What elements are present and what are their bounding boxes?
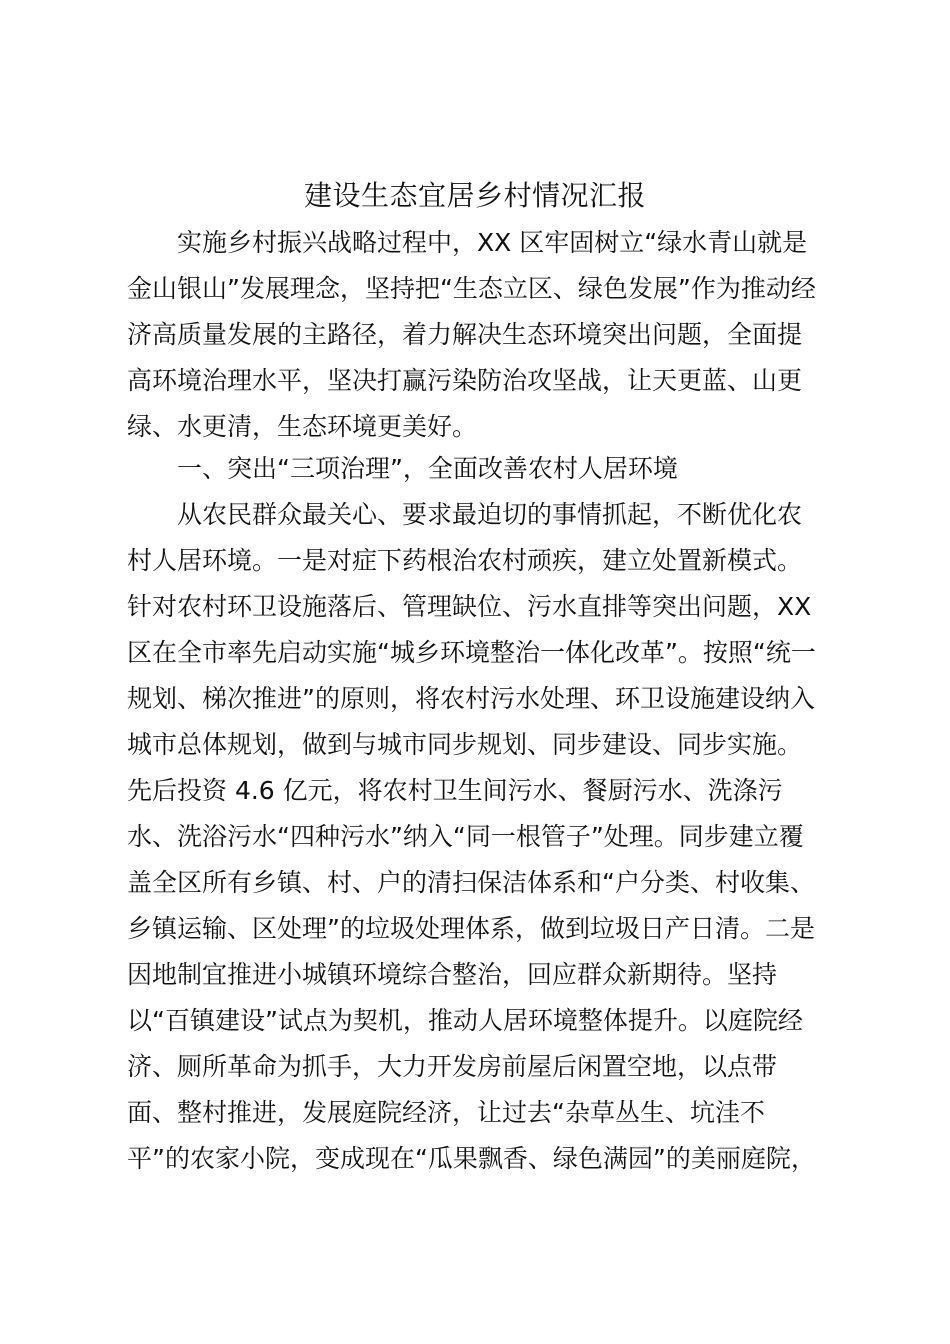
paragraph-line: 金山银山”发展理念，坚持把“生态立区、绿色发展”作为推动经: [127, 274, 816, 303]
paragraph-line: 水、洗浴污水“四种污水”纳入“同一根管子”处理。同步建立覆: [127, 822, 804, 851]
paragraph-line: 盖全区所有乡镇、村、户的清扫保洁体系和“户分类、村收集、: [127, 868, 815, 897]
paragraph-line: 乡镇运输、区处理”的垃圾处理体系，做到垃圾日产日清。二是: [127, 914, 815, 943]
paragraph-line: 因地制宜推进小城镇环境综合整治，回应群众新期待。坚持: [127, 960, 778, 989]
section-heading: 一、突出“三项治理”，全面改善农村人居环境: [177, 454, 678, 483]
document-title: 建设生态宜居乡村情况汇报: [303, 179, 646, 212]
paragraph-line: 从农民群众最关心、要求最迫切的事情抓起，不断优化农: [177, 500, 803, 529]
paragraph-line: 济高质量发展的主路径，着力解决生态环境突出问题，全面提: [127, 320, 803, 349]
paragraph-line: 平”的农家小院，变成现在“瓜果飘香、绿色满园”的美丽庭院，: [127, 1144, 816, 1173]
paragraph-line: 村人居环境。一是对症下药根治农村顽疾，建立处置新模式。: [127, 546, 803, 575]
paragraph-line: 先后投资 4.6 亿元，将农村卫生间污水、餐厨污水、洗涤污: [127, 776, 783, 805]
paragraph-line: 规划、梯次推进”的原则，将农村污水处理、环卫设施建设纳入: [127, 684, 815, 713]
paragraph-line: 区在全市率先启动实施“城乡环境整治一体化改革”。按照“统一: [127, 638, 816, 667]
paragraph-line: 高环境治理水平，坚决打赢污染防治攻坚战，让天更蓝、山更: [127, 366, 803, 395]
paragraph-line: 面、整村推进，发展庭院经济，让过去“杂草丛生、坑洼不: [127, 1098, 765, 1127]
paragraph-line: 绿、水更清，生态环境更美好。: [127, 412, 478, 441]
paragraph-line: 实施乡村振兴战略过程中，XX 区牢固树立“绿水青山就是: [177, 228, 808, 257]
paragraph-line: 城市总体规划，做到与城市同步规划、同步建设、同步实施。: [127, 730, 803, 759]
paragraph-line: 济、厕所革命为抓手，大力开发房前屋后闲置空地，以点带: [127, 1052, 778, 1081]
paragraph-line: 以“百镇建设”试点为契机，推动人居环境整体提升。以庭院经: [127, 1006, 803, 1035]
paragraph-line: 针对农村环卫设施落后、管理缺位、污水直排等突出问题，XX: [127, 592, 812, 621]
